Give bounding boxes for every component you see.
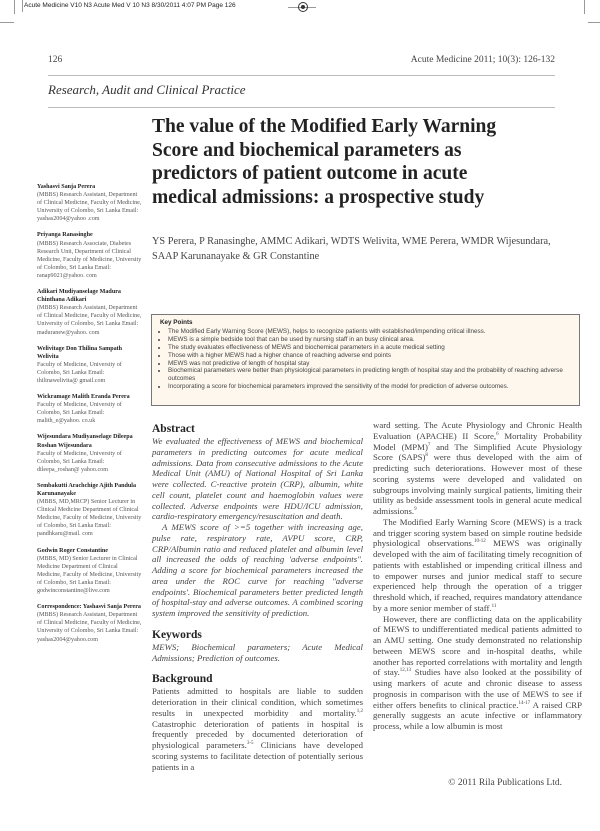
crop-mark xyxy=(588,22,600,23)
background-heading: Background xyxy=(152,673,213,686)
author-details: (MBBS, MD,MRCP) Senior Lecturer in Clinical Medicine Department of Clinical Medicine, Faculty of Medicine, University of Colombo, Sri Lanka Email: pandhkaru@mail. com xyxy=(37,499,142,538)
journal-reference: Acute Medicine 2011; 10(3): 126-132 xyxy=(410,55,555,65)
key-point-item: • Biochemical parameters were better than physiological parameters in predicting length of hospital stay and the probability of reaching adverse outcomes xyxy=(168,367,571,383)
author-affiliation xyxy=(37,345,143,385)
author-name: Wickramage Malith Eranda Perera xyxy=(37,394,130,401)
author-details: (MBBS, MD) Senior Lecturer in Clinical Medicine Department of Clinical Medicine, Faculty of Medicine, University of Colombo, Sri Lanka Email: godwinconstantine@live.com xyxy=(37,555,142,595)
key-points-title: Key Points xyxy=(160,319,193,326)
keywords-text: MEWS; Biochemical parameters; Acute Medical Admissions; Prediction of outcomes. xyxy=(152,641,363,663)
article-title: The value of the Modified Early Warning Score and biochemical parameters as predictors of patient outcome in acute medical admissions: a prospective study xyxy=(152,116,497,208)
body-paragraph: However, there are conflicting data on the applicability of MEWS to undifferentiated medical patients admitted to an AMU setting. One study demonstrated no relationship between MEWS score and in-hospital deaths, while another has reported correlations with mortality and length of stay.$^{12,13}$ Studies have also looked at the possibility of using markers of acute and chronic disease to assess prognosis in comparison with the use of MEWS to see if either offers benefits to clinical practice.$^{14-17}$ A raised CRP generally suggests an acute infective or inflammatory process, while a low albumin is most xyxy=(373,613,582,731)
author-details: (MBBS) Research Associate, Diabetes Research Unit, Department of Clinical Medicine, Faculty of Medicine, University of Colombo, Sri Lanka Email: ranap9021@yahoo. com xyxy=(37,240,142,279)
key-point-item: • Incorporating a score for biochemical parameters improved the sensitivity of the model for prediction of adverse outcomes. xyxy=(168,383,571,391)
author-details: (MBBS) Research Assistant, Department of Clinical Medicine, Faculty of Medicine, University of Colombo, Sri Lanka Email: yashas2004@yahoo .com xyxy=(37,192,142,223)
keywords-heading: Keywords xyxy=(152,628,202,641)
page-number: 126 xyxy=(48,55,63,65)
author-name: Priyanga Ranasinghe xyxy=(37,232,93,239)
body-paragraph: The Modified Early Warning Score (MEWS) is a track and trigger scoring system based on simple routine bedside physiological observations.$^{10-12}$ MEWS was originally developed with the aim of facilitating timely recognition of patients with established or impending critical illness and to empower nurses and junior medical staff to secure experienced help through the operation of a trigger threshold which, if reached, requires mandatory attendance by a more senior member of staff.$^{11}$ xyxy=(373,516,582,613)
author-name: Sembakutti Arachchige Ajith Pandula Karunanayake xyxy=(37,482,137,497)
crop-mark xyxy=(22,0,23,12)
author-name: Correspondence: Yashasvi Sanja Perera xyxy=(37,604,141,611)
background-paragraph: Patients admitted to hospitals are liable to sudden deterioration in their clinical condition, which sometimes results in unexpected morbidity and mortality.$^{1,2}$ Catastrophic deterioration of patients in hospital is frequently preceded by documented deterioration of physiological parameters.$^{3-5}$ Clinicians have developed scoring systems to facilitate detection of potentially serious patients in a xyxy=(152,686,363,772)
abstract-paragraph: We evaluated the effectiveness of MEWS and biochemical parameters in predicting outcomes for acute medical admissions. Data from consecutive admissions to the Acute Medical Unit (AMU) of National Hospital of Sri Lanka were collected. C-reactive protein (CRP), albumin, white cell count, platelet count and haemoglobin values were collected. Adverse endpoints were HDU/ICU admission, cardio-respiratory emergency/resuscitation and death. xyxy=(152,436,363,522)
author-affiliation xyxy=(37,547,143,596)
left-text-column xyxy=(152,423,363,772)
print-slug: Acute Medicine V10 N3 Acute Med V 10 N3 8/30/2011 4:07 PM Page 126 xyxy=(24,2,236,9)
author-name: Yashasvi Sanja Perera xyxy=(37,184,96,190)
body-paragraph: ward setting. The Acute Physiology and Chronic Health Evaluation (APACHE) II Score,$^6$ Mortality Probability Model (MPM)$^7$ and The Simplified Acute Physiology Score (SAPS)$^8$ were thus developed with the aim of predicting such deteriorations. However most of these scoring systems were developed and validated on subgroups involving mainly surgical patients, limiting their utility as bedside assessment tools in general acute medical admissions.$^9$ xyxy=(373,420,582,516)
key-points-box xyxy=(151,314,580,406)
crop-mark xyxy=(0,22,14,23)
copyright-notice: © 2011 Rila Publications Ltd. xyxy=(448,778,562,788)
key-point-item: • The Modified Early Warning Score (MEWS), helps to recognize patients with established/impending critical illness. xyxy=(168,328,571,336)
author-affiliation xyxy=(37,603,143,643)
author-details: Faculty of Medicine, University of Colombo, Sri Lanka Email: thilinawelivita@ gmail.com xyxy=(37,361,122,384)
crop-mark xyxy=(14,0,15,14)
author-affiliation xyxy=(37,482,143,539)
key-point-item: • MEWS was not predictive of length of hospital stay xyxy=(168,360,571,368)
author-details: (MBBS) Research Assistant, Department of Clinical Medicine, Faculty of Medicine, University of Colombo, Sri Lanka Email: maduranew@yahoo. com xyxy=(37,305,142,336)
author-details: Faculty of Medicine, University of Colombo, Sri Lanka Email: dileepa_roshan@ yahoo.com xyxy=(37,450,122,473)
article-authors: YS Perera, P Ranasinghe, AMMC Adikari, WDTS Welivita, WME Perera, WMDR Wijesundara, SAAP Karunanayake & GR Constantine xyxy=(152,236,551,262)
author-affiliation xyxy=(37,231,143,280)
author-affiliation xyxy=(37,183,143,223)
author-affiliation xyxy=(37,393,143,425)
key-point-item: • The study evaluates effectiveness of MEWS and biochemical parameters in a acute medical setting xyxy=(168,344,571,352)
right-text-column xyxy=(373,420,582,732)
crop-mark xyxy=(584,0,585,14)
author-details: (MBBS) Research Assistant, Department of Clinical Medicine, Faculty of Medicine, University of Colombo, Sri Lanka Email: yashas2004@yahoo.com xyxy=(37,612,142,643)
author-name: Wijesundara Mudiyanselage Dileepa Roshan Wijesundara xyxy=(37,434,133,449)
key-points-list xyxy=(160,328,571,391)
abstract-paragraph: A MEWS score of >=5 together with increasing age, pulse rate, respiratory rate, AVPU score, CRP, CRP/Albumin ratio and reduced platelet and albumin level all increased the odds of reaching 'adverse endpoints". Adding a score for biochemical parameters increased the area under the ROC curve for reaching "adverse endpoints'. Biochemical parameters better predicted length of hospital-stay and adverse outcomes. A combined scoring system improved the sensitivity of prediction. xyxy=(152,522,363,618)
key-point-item: • Those with a higher MEWS had a higher chance of reaching adverse end points xyxy=(168,352,571,360)
author-details: Faculty of Medicine, University of Colombo, Sri Lanka Email: malith_e@yahoo. co.uk xyxy=(37,402,122,425)
author-affiliations xyxy=(37,183,143,652)
author-affiliation xyxy=(37,288,143,337)
author-name: Godwin Roger Constantine xyxy=(37,547,108,554)
section-title: Research, Audit and Clinical Practice xyxy=(48,82,246,97)
author-name: Welivitage Don Thilina Sampath Welivita xyxy=(37,345,123,360)
header-rule xyxy=(48,75,555,76)
section-rule xyxy=(48,107,555,108)
author-affiliation xyxy=(37,433,143,473)
registration-mark-icon xyxy=(298,2,308,12)
author-name: Adikari Mudiyanselage Madura Chinthana Adikari xyxy=(37,289,121,304)
key-point-item: • MEWS is a simple bedside tool that can be used by nursing staff in an busy clinical area. xyxy=(168,336,571,344)
abstract-heading: Abstract xyxy=(152,423,195,435)
